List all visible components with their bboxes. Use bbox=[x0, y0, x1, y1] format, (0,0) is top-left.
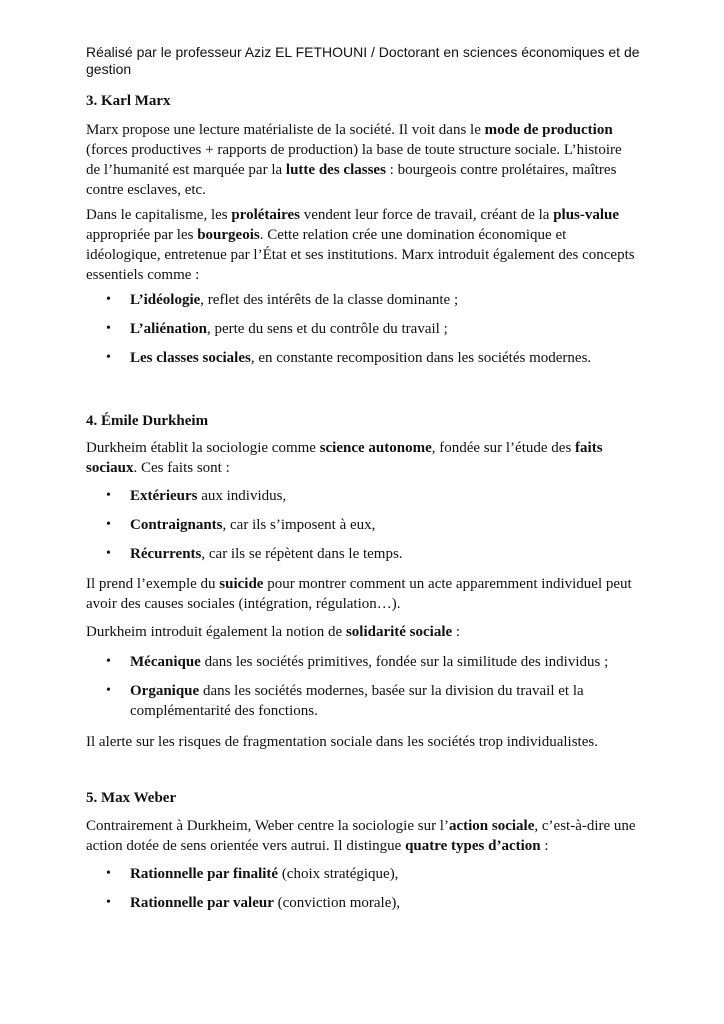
durkheim-paragraph-1-bold-3: faits sociaux bbox=[86, 440, 603, 476]
list-item-bold-0: Récurrents bbox=[130, 546, 202, 562]
durkheim-paragraph-1 bbox=[86, 438, 638, 478]
marx-paragraph-2 bbox=[86, 205, 638, 285]
durkheim-paragraph-3-bold-1: solidarité sociale bbox=[345, 624, 453, 640]
bullet-icon: • bbox=[106, 321, 111, 336]
durkheim-paragraph-2 bbox=[86, 574, 638, 614]
section-title-weber: 5. Max Weber bbox=[86, 790, 177, 806]
list-item bbox=[106, 515, 638, 535]
list-item-text-1: , car ils se répètent dans le temps. bbox=[201, 546, 403, 562]
list-item-bold-0: Rationnelle par valeur bbox=[130, 895, 274, 911]
bullet-icon: • bbox=[106, 895, 111, 910]
list-item-text-1: dans les sociétés primitives, fondée sur la similitude des individus ; bbox=[200, 654, 609, 670]
list-item-bold-0: Contraignants bbox=[130, 517, 223, 533]
durkheim-paragraph-2-text-0: Il prend l’exemple du bbox=[86, 576, 220, 592]
bullet-icon: • bbox=[106, 350, 111, 365]
marx-paragraph-1-text-2: (forces productives + rapports de production) la base de toute structure sociale. L’histoire de l’humanité est marquée par la bbox=[86, 142, 622, 178]
durkheim-fact-list bbox=[106, 486, 638, 564]
list-item-bold-0: Organique bbox=[130, 683, 200, 699]
weber-paragraph-1-bold-3: quatre types d’action bbox=[405, 838, 541, 854]
durkheim-paragraph-2-bold-1: suicide bbox=[219, 576, 264, 592]
marx-paragraph-2-bold-3: plus-value bbox=[553, 207, 620, 223]
marx-paragraph-1-text-4: : bourgeois contre prolétaires, maîtres contre esclaves, etc. bbox=[86, 162, 617, 198]
list-item-bold-0: L’aliénation bbox=[130, 321, 207, 337]
list-item bbox=[106, 681, 638, 721]
list-item-bold-0: Rationnelle par finalité bbox=[130, 866, 279, 882]
list-item bbox=[106, 864, 638, 884]
durkheim-solidarity-list bbox=[106, 652, 638, 721]
page-header: Réalisé par le professeur Aziz EL FETHOUNI / Doctorant en sciences économiques et de gestion bbox=[86, 44, 640, 77]
bullet-icon: • bbox=[106, 683, 111, 698]
marx-paragraph-2-bold-5: bourgeois bbox=[197, 227, 260, 243]
list-item-bold-0: Extérieurs bbox=[130, 488, 198, 504]
list-item-text-1: aux individus, bbox=[197, 488, 287, 504]
marx-paragraph-2-bold-1: prolétaires bbox=[231, 207, 300, 223]
list-item-text-1: (choix stratégique), bbox=[278, 866, 399, 882]
list-item-text-1: (conviction morale), bbox=[273, 895, 401, 911]
marx-paragraph-1-text-0: Marx propose une lecture matérialiste de la société. Il voit dans le bbox=[86, 122, 485, 138]
marx-paragraph-2-text-0: Dans le capitalisme, les bbox=[86, 207, 232, 223]
durkheim-paragraph-4-text-0: Il alerte sur les risques de fragmentation sociale dans les sociétés trop individualistes. bbox=[86, 734, 598, 750]
bullet-icon: • bbox=[106, 866, 111, 881]
durkheim-paragraph-1-text-2: , fondée sur l’étude des bbox=[431, 440, 576, 456]
section-title-marx: 3. Karl Marx bbox=[86, 93, 171, 109]
weber-paragraph-1-text-4: : bbox=[540, 838, 549, 854]
durkheim-paragraph-2-text-2: pour montrer comment un acte apparemment individuel peut avoir des causes sociales (intégration, régulation…). bbox=[86, 576, 632, 612]
list-item bbox=[106, 544, 638, 564]
weber-paragraph-1-bold-1: action sociale bbox=[448, 818, 535, 834]
bullet-icon: • bbox=[106, 546, 111, 561]
list-item bbox=[106, 652, 638, 672]
list-item-bold-0: Les classes sociales bbox=[130, 350, 251, 366]
marx-concept-list bbox=[106, 290, 638, 368]
marx-paragraph-2-text-4: appropriée par les bbox=[86, 227, 198, 243]
bullet-icon: • bbox=[106, 517, 111, 532]
weber-paragraph-1-text-0: Contrairement à Durkheim, Weber centre la sociologie sur l’ bbox=[86, 818, 449, 834]
list-item-text-1: , car ils s’imposent à eux, bbox=[222, 517, 376, 533]
marx-paragraph-2-text-2: vendent leur force de travail, créant de la bbox=[299, 207, 554, 223]
bullet-icon: • bbox=[106, 292, 111, 307]
list-item bbox=[106, 290, 638, 310]
list-item-text-1: dans les sociétés modernes, basée sur la division du travail et la complémentarité des fonctions. bbox=[130, 683, 584, 719]
marx-paragraph-1 bbox=[86, 120, 638, 200]
durkheim-paragraph-1-text-0: Durkheim établit la sociologie comme bbox=[86, 440, 320, 456]
durkheim-paragraph-4 bbox=[86, 732, 638, 752]
durkheim-paragraph-3-text-0: Durkheim introduit également la notion de bbox=[86, 624, 346, 640]
durkheim-paragraph-1-bold-1: science autonome bbox=[319, 440, 432, 456]
weber-paragraph-1 bbox=[86, 816, 638, 856]
durkheim-paragraph-3 bbox=[86, 622, 638, 642]
weber-paragraph-1-text-2: , c’est-à-dire une action dotée de sens orientée vers autrui. Il distingue bbox=[86, 818, 636, 854]
list-item-bold-0: L’idéologie bbox=[130, 292, 201, 308]
list-item bbox=[106, 319, 638, 339]
list-item-text-1: , en constante recomposition dans les sociétés modernes. bbox=[250, 350, 592, 366]
list-item-bold-0: Mécanique bbox=[130, 654, 201, 670]
list-item bbox=[106, 893, 638, 913]
durkheim-paragraph-1-text-4: . Ces faits sont : bbox=[133, 460, 230, 476]
list-item-text-1: , reflet des intérêts de la classe dominante ; bbox=[200, 292, 459, 308]
bullet-icon: • bbox=[106, 654, 111, 669]
section-title-durkheim: 4. Émile Durkheim bbox=[86, 413, 209, 429]
list-item-text-1: , perte du sens et du contrôle du travail ; bbox=[206, 321, 448, 337]
bullet-icon: • bbox=[106, 488, 111, 503]
marx-paragraph-2-text-6: . Cette relation crée une domination économique et idéologique, entretenue par l’État et ses institutions. Marx introduit également des concepts essentiels comme : bbox=[86, 227, 635, 283]
weber-action-list bbox=[106, 864, 638, 913]
marx-paragraph-1-bold-3: lutte des classes bbox=[285, 162, 386, 178]
list-item bbox=[106, 486, 638, 506]
list-item bbox=[106, 348, 638, 368]
durkheim-paragraph-3-text-2: : bbox=[452, 624, 461, 640]
marx-paragraph-1-bold-1: mode de production bbox=[484, 122, 613, 138]
